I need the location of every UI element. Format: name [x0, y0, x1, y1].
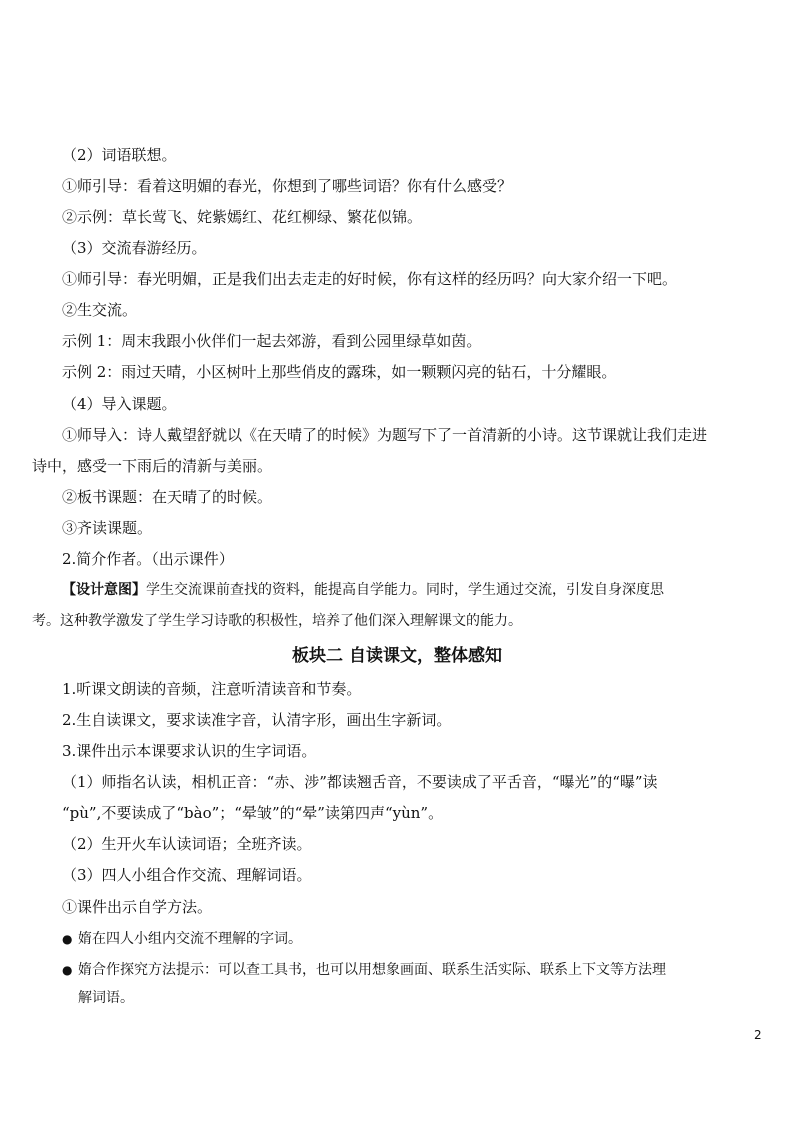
- text-line: （2）生开火车认读词语；全班齐读。: [62, 835, 312, 853]
- list-item: [62, 929, 302, 949]
- section-heading: 板块二 自读课文，整体感知: [292, 646, 502, 666]
- text-line: 诗中，感受一下雨后的清新与美丽。: [32, 457, 273, 475]
- text-line: 示例 2：雨过天晴，小区树叶上那些俏皮的露珠，如一颗颗闪亮的钻石，十分耀眼。: [62, 363, 617, 381]
- text-line: ①师导入：诗人戴望舒就以《在天晴了的时候》为题写下了一首清新的小诗。这节课就让我们走进: [62, 426, 708, 444]
- list-item-text: 解词语。: [78, 990, 134, 1006]
- text-line: （4）导入课题。: [62, 395, 177, 413]
- text-line: ②板书课题：在天晴了的时候。: [62, 488, 273, 506]
- design-intent: [32, 575, 762, 637]
- text-line: （3）交流春游经历。: [62, 239, 207, 257]
- bullet-icon: ●: [62, 963, 73, 977]
- text-line: ①课件出示自学方法。: [62, 898, 213, 916]
- bullet-icon: ●: [62, 932, 73, 946]
- list-item-text: 媠在四人小组内交流不理解的字词。: [78, 931, 302, 947]
- list-item-text: 媠合作探究方法提示：可以查工具书，也可以用想象画面、联系生活实际、联系上下文等方法理: [78, 962, 666, 978]
- text-line: ②生交流。: [62, 301, 138, 319]
- design-intent-text: 考。这种教学激发了学生学习诗歌的积极性，培养了他们深入理解课文的能力。: [32, 613, 522, 629]
- text-line: （3）四人小组合作交流、理解词语。: [62, 866, 312, 884]
- text-line: ②示例：草长莺飞、姹紫嫣红、花红柳绿、繁花似锦。: [62, 208, 423, 226]
- text-line: 1.听课文朗读的音频，注意听清读音和节奏。: [62, 680, 362, 698]
- text-line: 3.课件出示本课要求认识的生字词语。: [62, 742, 317, 760]
- list-item: [62, 960, 666, 980]
- text-line: （1）师指名认读，相机正音：“赤、涉”都读翘舌音，不要读成了平舌音，“曝光”的“曝”读: [62, 773, 658, 791]
- design-intent-text: 学生交流课前查找的资料，能提高自学能力。同时，学生通过交流，引发自身深度思: [146, 582, 664, 598]
- text-line: 2.生自读课文，要求读准字音，认清字形，画出生字新词。: [62, 711, 452, 729]
- text-line: ①师引导：看着这明媚的春光，你想到了哪些词语？你有什么感受？: [62, 177, 513, 195]
- page-number: 2: [754, 1028, 762, 1042]
- text-line: 示例 1：周末我跟小伙伴们一起去郊游，看到公园里绿草如茵。: [62, 332, 482, 350]
- design-intent-label: 【设计意图】: [62, 582, 146, 598]
- text-line: ①师引导：春光明媚，正是我们出去走走的好时候，你有这样的经历吗？向大家介绍一下吧。: [62, 270, 678, 288]
- text-line: “pù”,不要读成了“bào”；“晕皱”的“晕”读第四声“yùn”。: [62, 804, 444, 822]
- text-line: 2.简介作者。（出示课件）: [62, 550, 234, 568]
- text-line: ③齐读课题。: [62, 519, 153, 537]
- text-line: （2）词语联想。: [62, 146, 177, 164]
